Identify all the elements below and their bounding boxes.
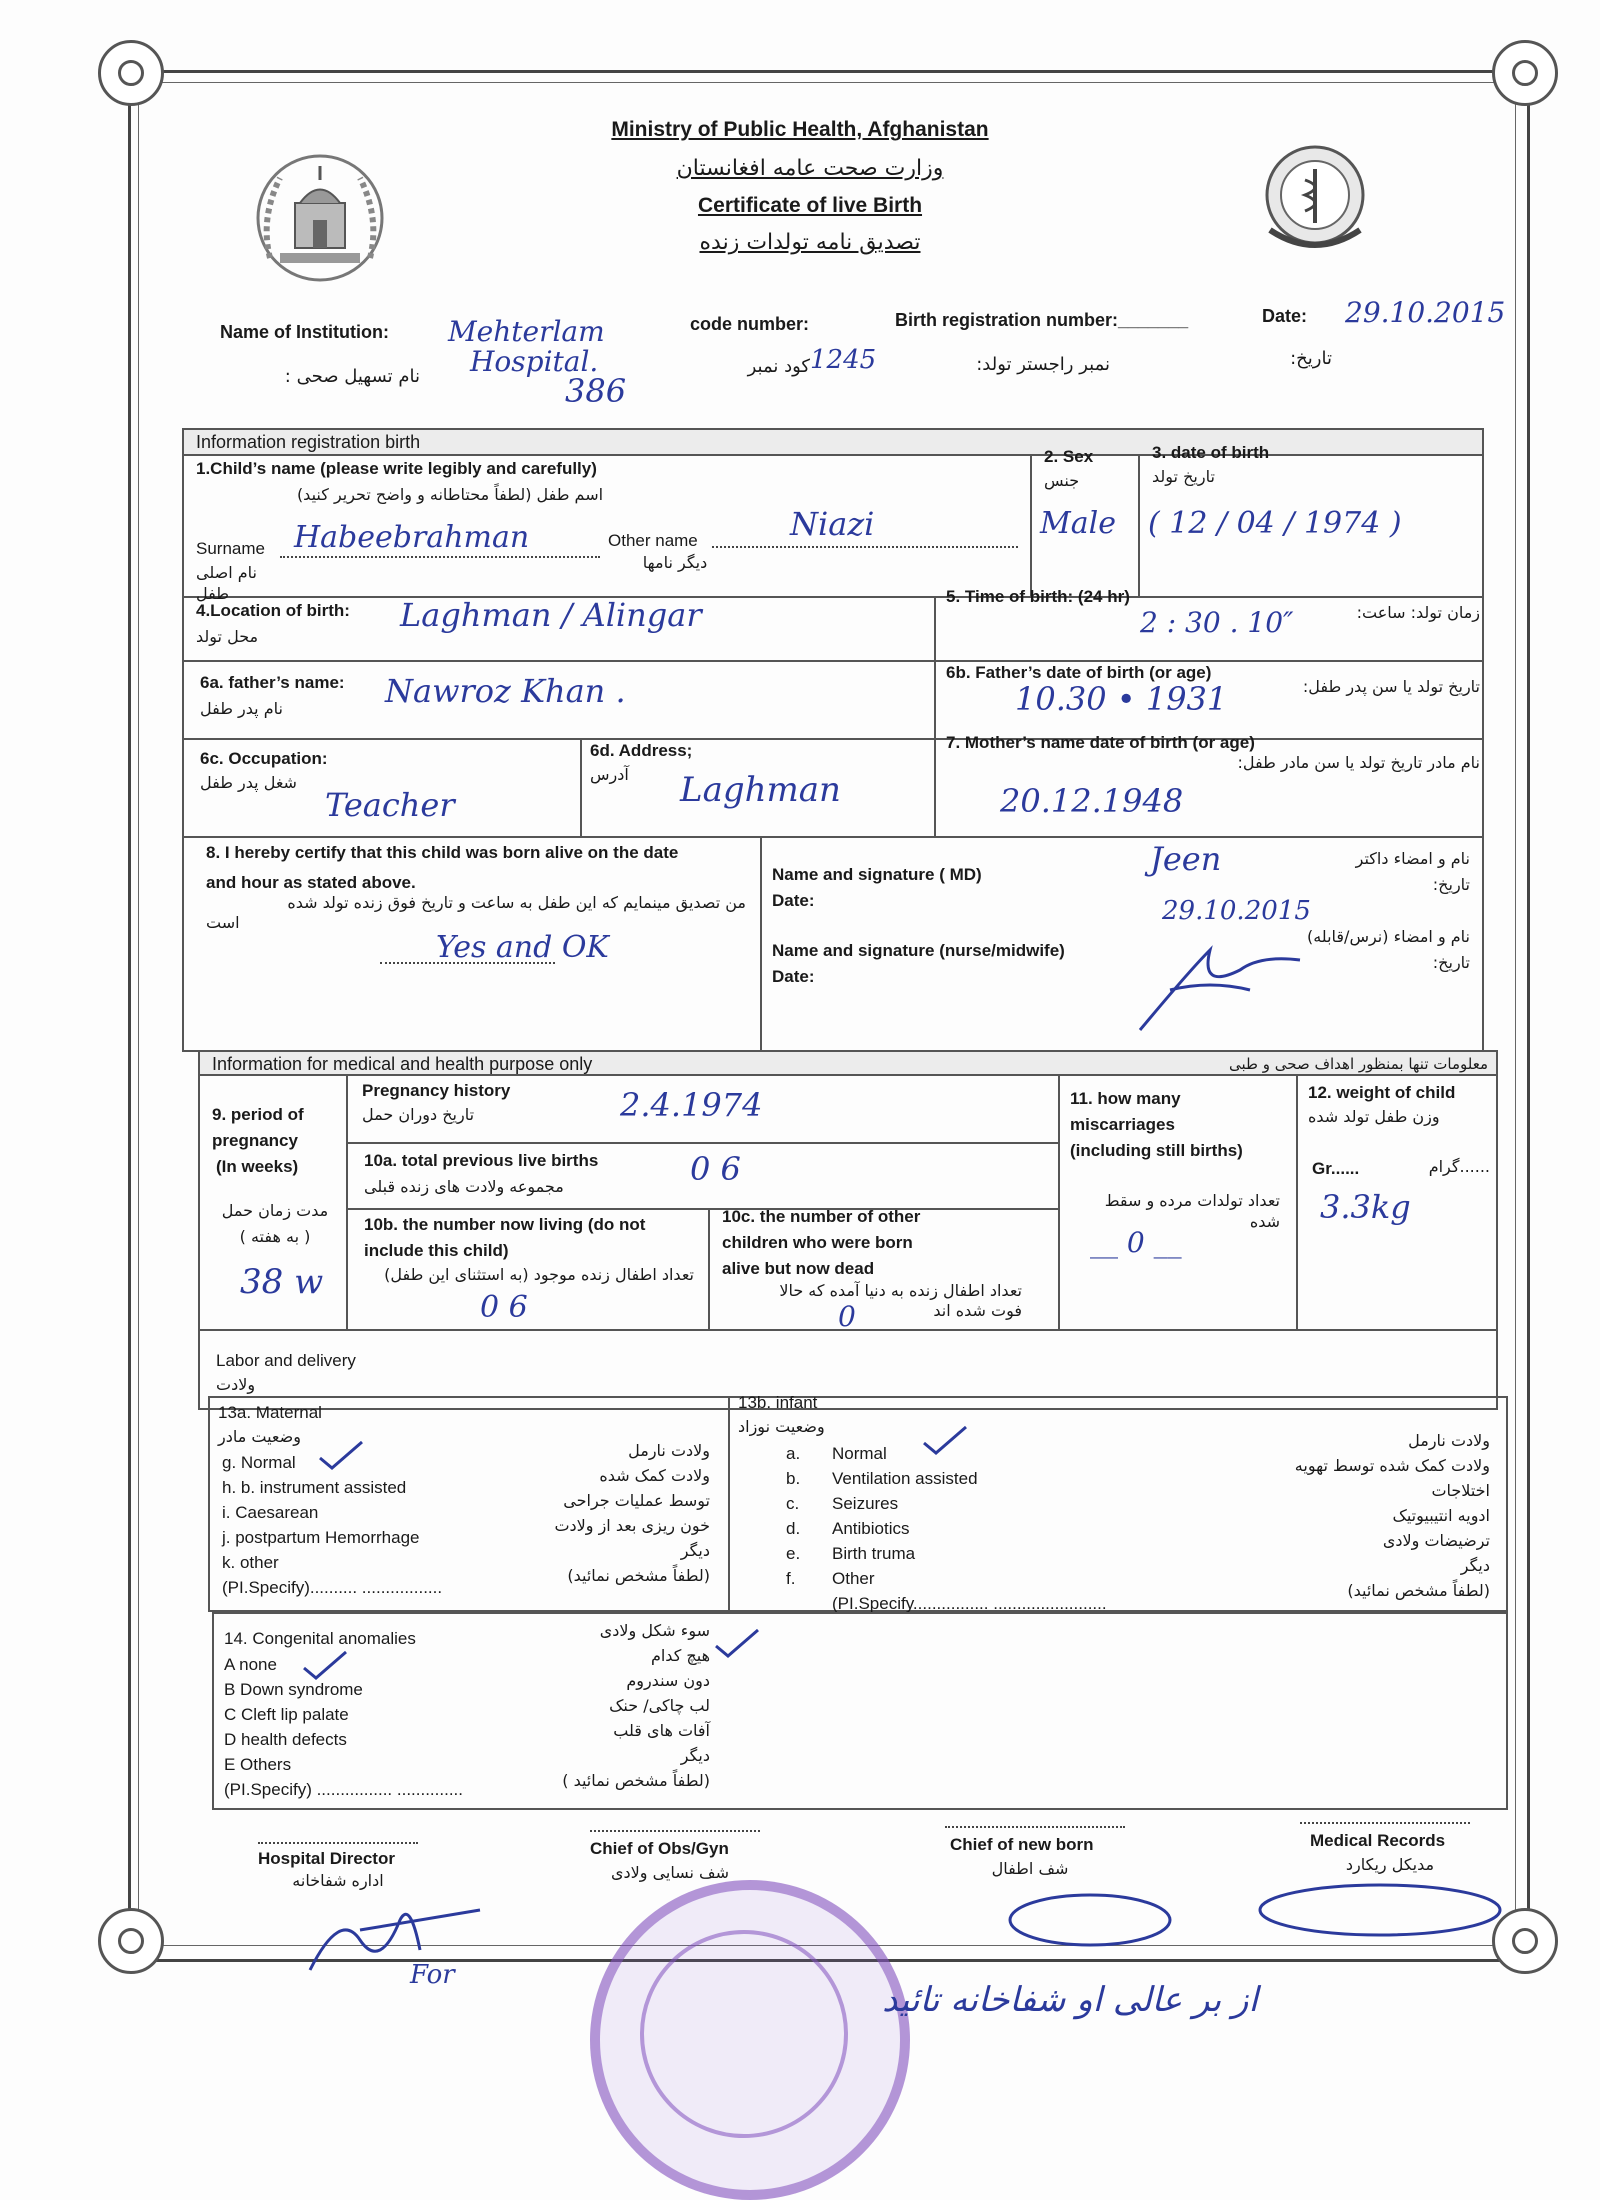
nurse-signature-label: Name and signature (nurse/midwife) [772,941,1065,960]
congenital-item: E Others [224,1755,292,1774]
congenital-item-fa: سوء شکل ولادی [599,1621,710,1640]
md-signature-value: Jeen [1150,840,1222,878]
pregnancy-period-label-fa: مدت زمان حمل [221,1201,329,1220]
nurse-signature-label-fa: نام و امضاء (نرس/قابله) [1306,927,1470,946]
chief-obs-label: Chief of Obs/Gyn [590,1839,729,1858]
certify-value: Yes and OK [436,930,609,965]
date-value: 29.10.2015 [1345,296,1506,329]
now-living-label-fa: تعداد اطفال زنده موجود (به استثنای این طفل) [384,1265,694,1284]
institution-label: Name of Institution: [220,322,389,342]
congenital-item-fa: هیچ کدام [650,1646,710,1665]
maternal-item: i. Caesarean [222,1503,319,1522]
infant-letters [786,1443,826,1593]
congenital-item: C Cleft lip palate [224,1705,349,1724]
md-signature-label: Name and signature ( MD) [772,865,982,884]
maternal-item-fa: ولادت نارمل [628,1441,710,1460]
surname-value: Habeebrahman [294,520,530,555]
director-signature-text: For [410,1960,455,1990]
pregnancy-period-value: 38 w [240,1262,324,1302]
father-name-label-fa: نام پدر طفل [200,699,283,718]
other-dead-label-fa: تعداد اطفال زنده به دنیا آمده که حالا [779,1281,1022,1300]
maternal-list [222,1452,442,1602]
medical-band [198,1050,1498,1076]
infant-title: 13b. infant [738,1393,818,1412]
maternal-item: (PI.Specify).......... ................. [222,1578,443,1597]
hospital-director-label: Hospital Director [258,1849,395,1868]
infant-letter: f. [786,1569,796,1588]
congenital-item: D health defects [224,1730,347,1749]
dob-label-fa: تاریخ تولد [1152,467,1215,486]
congenital-item-fa: آفات های قلب [613,1721,710,1740]
infant-list-fa [1220,1430,1490,1605]
other-name-label-fa: دیگر نامها [642,553,708,572]
nurse-date-label-fa: تاریخ: [1432,953,1470,972]
registration-band: Information registration birth [182,428,1484,456]
infant-item: Normal [832,1444,887,1463]
corner-ornament [98,1908,164,1974]
occupation-label-fa: شغل پدر طفل [200,773,297,792]
infant-item: Antibiotics [832,1519,910,1538]
birth-registration-label-fa: نمبر راجستر تولد: [976,354,1110,375]
maternal-item: g. Normal [222,1453,296,1472]
weight-unit-fa: ......گرام [1428,1157,1490,1176]
maternal-title: 13a. Maternal [218,1403,322,1422]
certificate-title-en: Certificate of live Birth [697,194,923,217]
congenital-item-fa: دیگر [680,1746,710,1765]
congenital-title: 14. Congenital anomalies [224,1629,416,1648]
time-label-fa: زمان تولد: ساعت: [1356,603,1480,622]
md-date-label-fa: تاریخ: [1432,875,1470,894]
dob-label: 3. date of birth [1152,443,1270,462]
md-date-label: Date: [772,891,815,910]
records-signature-scribble [1250,1870,1510,1950]
infant-item: Ventilation assisted [832,1469,978,1488]
maternal-title-fa: وضعیت مادر [218,1427,301,1446]
maternal-item-fa: (لطفاً مشخص نمائید) [567,1566,710,1585]
location-label: 4.Location of birth: [196,601,350,620]
infant-item-fa: ولادت نارمل [1408,1431,1490,1450]
date-label-fa: تاریخ: [1290,348,1332,369]
infant-item: (PI.Specify................ ........................ [832,1594,1107,1613]
other-name-value: Niazi [790,505,875,543]
other-name-label: Other name [608,531,698,550]
congenital-item-fa: لب چاکی/ حنک [609,1696,710,1715]
sex-label: 2. Sex [1044,447,1094,466]
corner-ornament [1492,40,1558,106]
maternal-item: j. postpartum Hemorrhage [222,1528,420,1547]
md-signature-label-fa: نام و امضاء داکتر [1355,849,1470,868]
miscarriage-value: __ 0 __ [1090,1226,1182,1259]
miscarriage-label-3: (including still births) [1070,1141,1243,1160]
father-name-label: 6a. father’s name: [200,673,345,692]
weight-label-fa: وزن طفل تولد شده [1308,1107,1440,1126]
maternal-item-fa: خون ریزی بعد از ولادت [554,1516,710,1535]
maternal-item: k. other [222,1553,279,1572]
infant-list [832,1443,1107,1618]
now-living-label: 10b. the number now living (do not [364,1215,646,1234]
miscarriage-label-fa: تعداد تولدات مرده و سقط شده [1104,1191,1280,1231]
md-date-value: 29.10.2015 [1162,896,1311,926]
director-signature-scribble [300,1880,490,1990]
medical-records-label-fa: مدیکل ریکارد [1345,1855,1435,1874]
chief-newborn-label-fa: شف اطفال [991,1859,1069,1878]
institution-code-hw: 386 [565,372,627,410]
pregnancy-history-label-fa: تاریخ دوران حمل [362,1105,475,1124]
address-label: 6d. Address; [590,741,693,760]
other-dead-label-2: children who were born [722,1233,913,1252]
certify-label-fa: من تصدیق مینمایم که این طفل به ساعت و تاریخ فوق زنده تولد شده [287,893,746,912]
infant-letter: a. [786,1444,801,1463]
maternal-checkmark-icon [316,1440,366,1470]
maternal-list-fa [500,1440,710,1590]
congenital-item: (PI.Specify) ................ .............. [224,1780,463,1799]
child-name-label-fa: اسم طفل (لطفاً محتاطانه و واضح تحریر کنید) [296,485,604,504]
infant-item-fa: ولادت کمک شده توسط تهویه [1294,1456,1490,1475]
infant-letter: d. [786,1519,801,1538]
address-value: Laghman [680,770,841,810]
pregnancy-period-label: 9. period of [212,1105,304,1124]
father-dob-label-fa: تاریخ تولد یا سن پدر طفل: [1302,677,1480,696]
dob-value: ( 12 / 04 / 1974 ) [1148,506,1402,541]
nurse-signature-scribble [1130,930,1310,1040]
congenital-item-fa: (لطفاً مشخص نمائید ) [562,1771,710,1790]
address-label-fa: آدرس [590,765,629,784]
hospital-director-label-fa: اداره شفاخانه [292,1871,384,1890]
medical-records-label: Medical Records [1310,1831,1446,1850]
previous-births-label: 10a. total previous live births [364,1151,599,1170]
pregnancy-history-label: Pregnancy history [362,1081,511,1100]
miscarriage-label-2: miscarriages [1070,1115,1175,1134]
time-value: 2 : 30 . 10″ [1140,606,1294,639]
maternal-item-fa: توسط عملیات جراحی [563,1491,710,1510]
sex-label-fa: جنس [1044,471,1080,490]
approval-handwriting: از بر عالی او شفاخانه تائید [882,1980,1258,2020]
ministry-title-fa: وزارت صحت عامه افغانستان [676,156,944,181]
infant-letter: c. [786,1494,800,1513]
infant-item-fa: اختلاجات [1431,1481,1490,1500]
infant-item-fa: (لطفاً مشخص نمائید) [1347,1581,1490,1600]
mother-value: 20.12.1948 [1000,782,1184,820]
infant-item: Birth truma [832,1544,916,1563]
institution-value-2: Hospital. [470,345,599,378]
other-dead-label-3: alive but now dead [722,1259,875,1278]
previous-births-label-fa: مجموعه ولادت های زنده قبلی [364,1177,564,1196]
congenital-item: B Down syndrome [224,1680,363,1699]
miscarriage-label: 11. how many [1070,1089,1181,1108]
labor-title-fa: ولادت [216,1375,256,1394]
weight-label: 12. weight of child [1308,1083,1456,1102]
ministry-title-en: Ministry of Public Health, Afghanistan [611,118,989,141]
congenital-list-fa [520,1620,710,1795]
maternal-item: h. b. instrument assisted [222,1478,407,1497]
chief-obs-label-fa: شف نسایی ولادی [610,1863,730,1882]
infant-checkmark-icon [920,1425,970,1455]
infant-title-fa: وضعیت نوزاد [738,1417,825,1436]
occupation-value: Teacher [325,786,455,824]
infant-item: Seizures [832,1494,899,1513]
congenital-checkmark-icon [300,1650,350,1680]
infant-letter: e. [786,1544,801,1563]
certificate-title-fa: تصدیق نامه تولدات زنده [699,230,921,255]
birth-registration-label: Birth registration number:_______ [895,310,1189,330]
child-name-label: 1.Child’s name (please write legibly and carefully) [196,459,597,478]
mother-label: 7. Mother’s name date of birth (or age) [946,733,1255,752]
other-dead-label: 10c. the number of other [722,1207,921,1226]
other-dead-value: 0 [838,1300,856,1333]
ministry-health-emblem-icon [1250,135,1380,265]
certify-label-2: and hour as stated above. [206,873,416,892]
father-dob-label: 6b. Father’s date of birth (or age) [946,663,1212,682]
father-dob-value: 10.30 • 1931 [1015,680,1228,718]
congenital-item-fa: دون سندروم [626,1671,710,1690]
surname-label-fa: نام اصلی طفل [196,563,257,603]
medical-band-en: Information for medical and health purpose only [212,1054,593,1074]
congenital-item: A none [224,1655,277,1674]
official-stamp-inner [640,1930,848,2138]
maternal-item-fa: دیگر [680,1541,710,1560]
institution-label-fa: نام تسهیل صحی : [284,366,420,387]
mother-label-fa: نام مادر تاریخ تولد یا سن مادر طفل: [1237,753,1480,772]
corner-ornament [98,40,164,106]
code-number-label: code number: [690,314,810,334]
newborn-signature-scribble [1000,1880,1180,1960]
institution-value: Mehterlam [448,315,605,348]
labor-title: Labor and delivery [216,1351,356,1370]
infant-item-fa: دیگر [1460,1556,1490,1575]
occupation-label: 6c. Occupation: [200,749,328,768]
infant-item: Other [832,1569,875,1588]
pregnancy-period-label-3: (In weeks) [216,1157,299,1176]
now-living-label-2: include this child) [364,1241,509,1260]
infant-letter: b. [786,1469,801,1488]
father-name-value: Nawroz Khan . [385,672,626,710]
previous-births-value: 0 6 [690,1150,741,1188]
certify-label-fa-2: است [206,913,240,932]
maternal-item-fa: ولادت کمک شده [599,1466,710,1485]
now-living-value: 0 6 [480,1290,528,1325]
weight-unit: Gr...... [1312,1159,1360,1178]
pregnancy-history-value: 2.4.1974 [620,1086,763,1124]
congenital-checkmark-fa-icon [712,1628,762,1658]
medical-band-fa: معلومات تنها بمنظور اهداف صحی و طبی [1229,1055,1488,1073]
chief-newborn-label: Chief of new born [950,1835,1094,1854]
infant-item-fa: ترضیضات ولادی [1382,1531,1490,1550]
nurse-date-label: Date: [772,967,815,986]
sex-value: Male [1040,506,1116,541]
pregnancy-period-label-2: pregnancy [212,1131,298,1150]
infant-item-fa: ادویه انتیبیوتیک [1392,1506,1490,1525]
other-dead-label-fa-2: فوت شده اند [933,1301,1022,1320]
date-label: Date: [1262,306,1308,326]
code-number-label-fa: کود نمبر [747,356,810,377]
code-number-value: 1245 [810,345,877,375]
surname-label: Surname [196,539,265,558]
afghanistan-emblem-icon [250,148,390,288]
weight-value: 3.3kg [1320,1188,1411,1226]
location-value: Laghman / Alingar [400,596,702,634]
time-label: 5. Time of birth: (24 hr) [946,587,1130,606]
certify-label: 8. I hereby certify that this child was born alive on the date [206,843,679,862]
pregnancy-period-label-fa-2: ( به هفته ) [239,1227,311,1246]
location-label-fa: محل تولد [196,627,259,646]
